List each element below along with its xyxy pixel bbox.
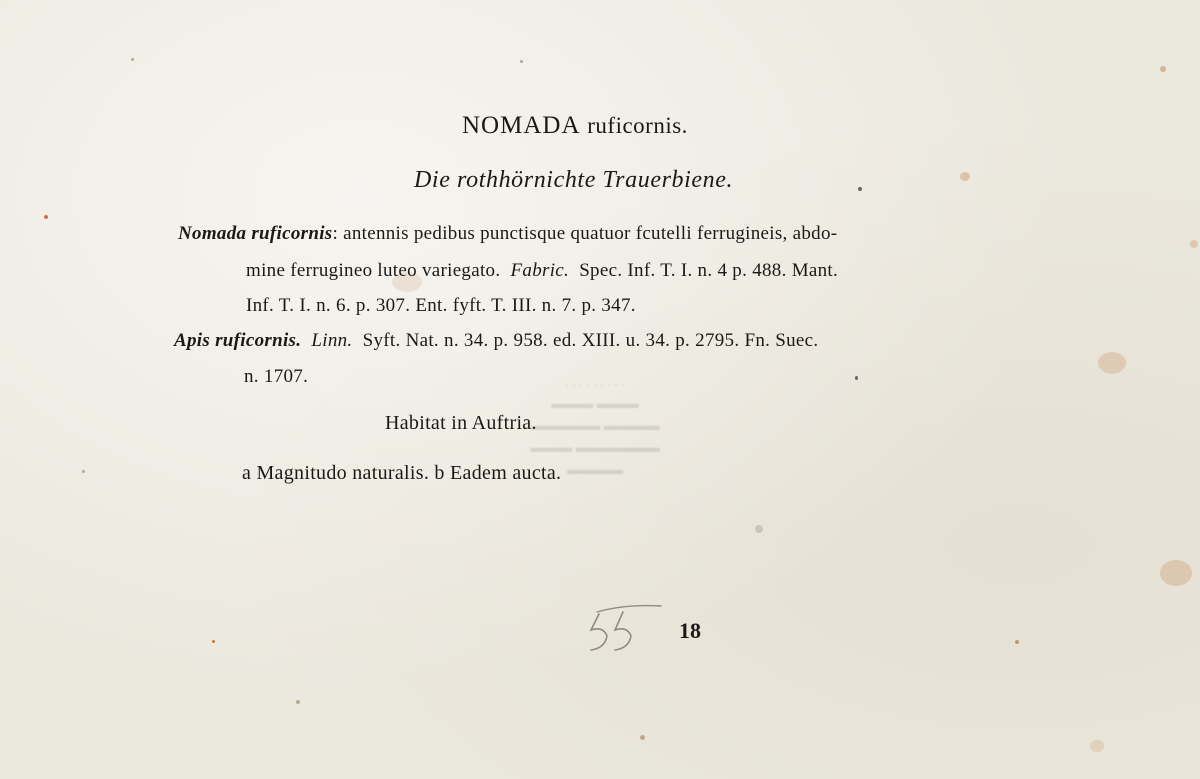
- author-citation: Fabric.: [510, 260, 570, 281]
- paper-speck: [1090, 740, 1104, 752]
- description-line-3: Inf. T. I. n. 6. p. 307. Ent. fyft. T. III. n. 7. p. 347.: [246, 295, 636, 316]
- paper-speck: [1015, 640, 1019, 644]
- page-title: [462, 112, 688, 140]
- paper-speck: [44, 215, 48, 219]
- description-line-1: [178, 223, 837, 245]
- description-line-4: [174, 330, 818, 352]
- paper-speck: [520, 60, 523, 63]
- paper-speck: [82, 470, 85, 473]
- handwritten-55-pencil-mark: [585, 600, 665, 656]
- paper-speck: [858, 187, 862, 191]
- paper-speck: [960, 172, 970, 181]
- paper-speck: [296, 700, 300, 704]
- author-citation: Linn.: [311, 330, 353, 351]
- synonym-binomial: Apis ruficornis.: [174, 330, 302, 351]
- diagnosis-text: mine ferrugineo luteo variegato.: [246, 260, 501, 281]
- diagnosis-text: : antennis pedibus punctisque quatuor fcutelli ferrugineis, abdo-: [332, 223, 838, 244]
- paper-speck: [1190, 240, 1198, 248]
- paper-speck: [1160, 66, 1166, 72]
- paper-speck: [1098, 352, 1126, 374]
- magnitudo-caption: a Magnitudo naturalis. b Eadem aucta.: [242, 462, 562, 484]
- description-line-2: [246, 260, 838, 282]
- genus-name: NOMADA: [462, 112, 581, 139]
- paper-speck: [1160, 560, 1192, 586]
- paper-speck: [755, 525, 763, 533]
- paper-speck: [131, 58, 134, 61]
- handwritten-note: [585, 600, 665, 660]
- page-subtitle: Die rothhörnichte Trauerbiene.: [414, 167, 734, 193]
- paper-speck: [212, 640, 215, 643]
- bleed-through-text: . . . . . . . . . ▬▬▬ ▬▬▬ ▬▬▬▬ ▬▬▬▬▬ ▬▬▬▬▬▬ ▬▬▬ ▬▬▬▬: [530, 375, 660, 478]
- species-binomial: Nomada ruficornis: [178, 223, 333, 244]
- paper-speck: [640, 735, 645, 740]
- paper-speck: [855, 376, 858, 380]
- habitat-text: Habitat in Auftria.: [385, 412, 537, 434]
- species-name: ruficornis.: [587, 113, 688, 138]
- description-line-5: n. 1707.: [244, 366, 309, 387]
- reference-text: Syft. Nat. n. 34. p. 958. ed. XIII. u. 34. p. 2795. Fn. Suec.: [362, 330, 819, 351]
- reference-text: Spec. Inf. T. I. n. 4 p. 488. Mant.: [579, 260, 839, 281]
- page-number: 18: [679, 618, 701, 643]
